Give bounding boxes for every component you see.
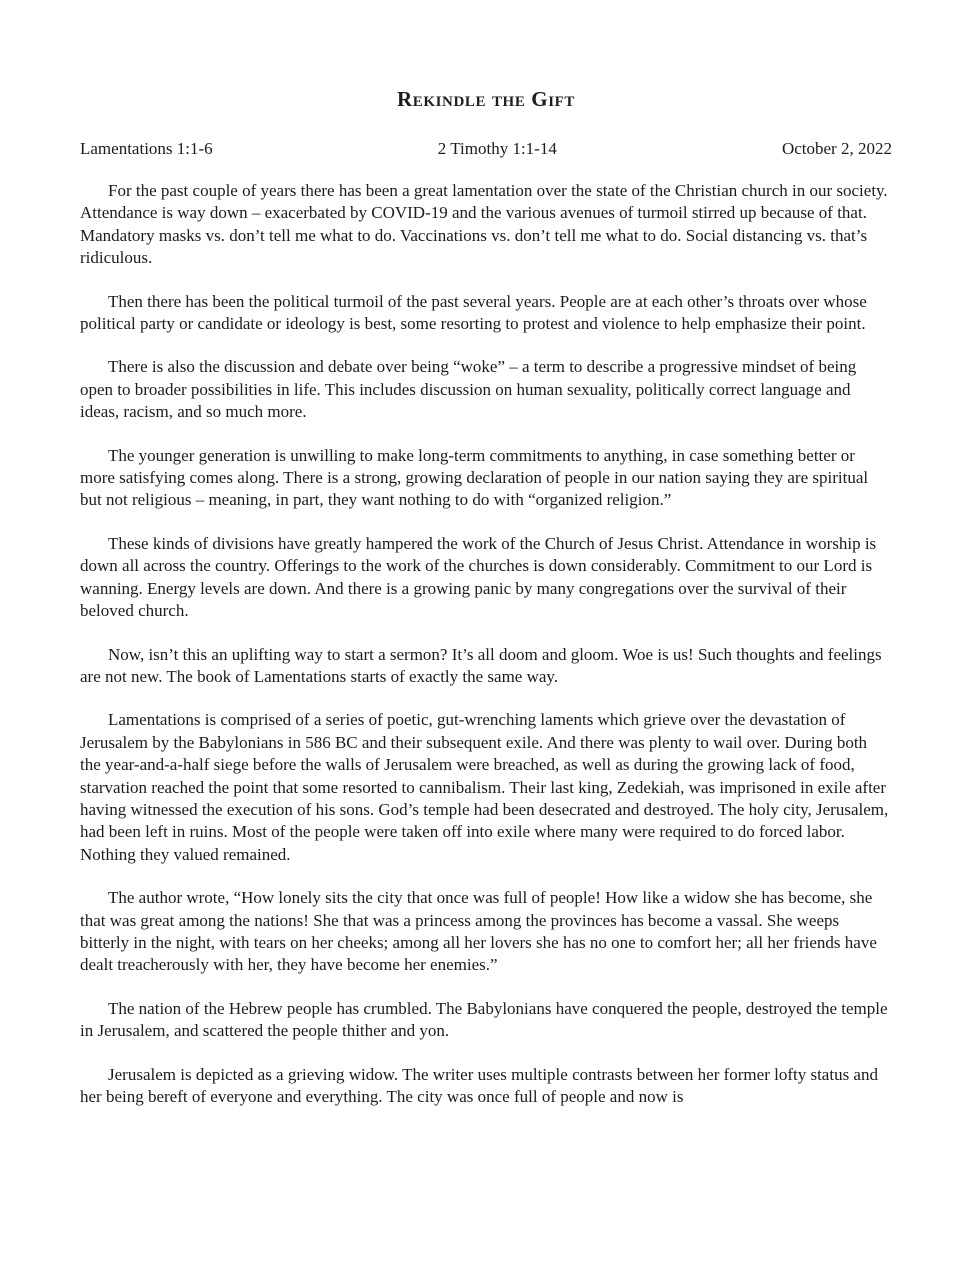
paragraph: The author wrote, “How lonely sits the city that once was full of people! How like a widow she has become, she that was great among the nations! She that was a princess among the provinces has become a vassal. She weeps bitterly in the night, with tears on her cheeks; among all her lovers she has no one to comfort her; all her friends have dealt treacherously with her, they have become her enemies.”	[80, 888, 877, 975]
paragraph: Lamentations is comprised of a series of poetic, gut-wrenching laments which grieve over the devastation of Jerusalem by the Babylonians in 586 BC and their subsequent exile. And there was plenty to wail over. During both the year-and-a-half siege before the walls of Jerusalem were breached, as well as during the growing lack of food, starvation reached the point that some resorted to cannibalism. Their last king, Zedekiah, was imprisoned in exile after having witnessed the execution of his sons. God’s temple had been desecrated and destroyed. The holy city, Jerusalem, had been left in ruins. Most of the people were taken off into exile where many were required to do forced labor. Nothing they valued remained.	[80, 710, 889, 864]
document-title: Rekindle the Gift	[396, 87, 576, 111]
scripture-reference-timothy: 2 Timothy 1:1-14	[437, 139, 557, 158]
paragraph: The younger generation is unwilling to make long-term commitments to anything, in case something better or more satisfying comes along. There is a strong, growing declaration of people in our nation saying they are spiritual but not religious – meaning, in part, they want nothing to do with “organized religion.”	[80, 445, 869, 510]
sermon-body	[80, 180, 892, 1108]
paragraph: Now, isn’t this an uplifting way to start a sermon? It’s all doom and gloom. Woe is us! Such thoughts and feelings are not new. The book of Lamentations starts of exactly the same way.	[80, 644, 882, 686]
paragraph: The nation of the Hebrew people has crumbled. The Babylonians have conquered the people, destroyed the temple in Jerusalem, and scattered the people thither and yon.	[80, 998, 888, 1041]
paragraph: These kinds of divisions have greatly hampered the work of the Church of Jesus Christ. Attendance in worship is down all across the country. Offerings to the work of the churches is down considerably. Commitment to our Lord is wanning. Energy levels are down. And there is a growing panic by many congregations over the survival of their beloved church.	[80, 533, 877, 621]
paragraph: Then there has been the political turmoil of the past several years. People are at each other’s throats over whose political party or candidate or ideology is best, some resorting to protest and violence to help emphasize their point.	[80, 291, 867, 334]
paragraph: For the past couple of years there has been a great lamentation over the state of the Christian church in our society. Attendance is way down – exacerbated by COVID-19 and the various avenues of turmoil stirred up because of that. Mandatory masks vs. don’t tell me what to do. Vaccinations vs. don’t tell me what to do. Social distancing vs. that’s ridiculous.	[80, 181, 888, 268]
sermon-date: October 2, 2022	[781, 139, 892, 158]
paragraph: Jerusalem is depicted as a grieving widow. The writer uses multiple contrasts between her former lofty status and her being bereft of everyone and everything. The city was once full of people and now is	[80, 1064, 878, 1106]
paragraph: There is also the discussion and debate over being “woke” – a term to describe a progressive mindset of being open to broader possibilities in life. This includes discussion on human sexuality, politically correct language and ideas, racism, and so much more.	[80, 357, 857, 422]
scripture-reference-lamentations: Lamentations 1:1-6	[80, 139, 213, 158]
scripture-header	[80, 138, 892, 160]
document-page	[80, 86, 892, 1129]
